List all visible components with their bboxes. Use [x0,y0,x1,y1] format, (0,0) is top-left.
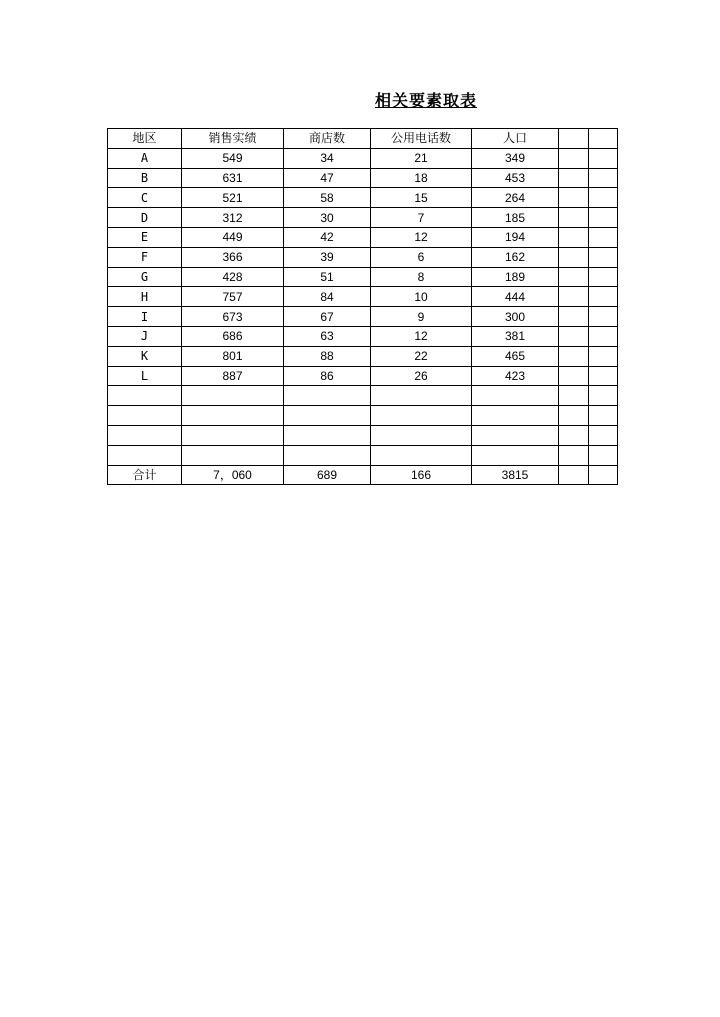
table-row-cell [284,386,371,406]
table-row-cell: 423 [472,366,559,386]
table-row-cell: 312 [182,208,284,228]
table-row-cell: 264 [472,188,559,208]
table-row-cell: 185 [472,208,559,228]
table-row-cell: 67 [284,307,371,327]
table-row [108,267,618,287]
table-row [108,425,618,445]
document-title: 相关要素取表 [374,91,477,110]
table-row-cell: 18 [371,168,472,188]
empty-cell [589,188,618,208]
empty-cell [559,267,589,287]
empty-cell [559,287,589,307]
table-header-row-cell: 销售实绩 [182,129,284,149]
table-total-row-cell: 689 [284,465,371,485]
empty-cell [589,267,618,287]
table-row-cell: 21 [371,148,472,168]
table-row-cell: 428 [182,267,284,287]
empty-cell [559,168,589,188]
table-header-row-cell: 地区 [108,129,182,149]
table-row [108,445,618,465]
table-row-cell [182,425,284,445]
table-total-row-cell: 166 [371,465,472,485]
table-row-cell: 887 [182,366,284,386]
table-row-cell: 349 [472,148,559,168]
table-row-cell [472,406,559,426]
empty-cell [589,247,618,267]
table-row-cell: K [108,346,182,366]
table-header-row-cell: 公用电话数 [371,129,472,149]
table-row-cell: 42 [284,227,371,247]
table-row-cell [182,445,284,465]
table-row-cell: I [108,307,182,327]
empty-cell [559,406,589,426]
empty-cell [559,425,589,445]
table-row-cell: 22 [371,346,472,366]
table-row-cell: 300 [472,307,559,327]
empty-cell [559,148,589,168]
table-row-cell: 63 [284,326,371,346]
table-row-cell [182,406,284,426]
table-row-cell: 88 [284,346,371,366]
table-row-cell: 465 [472,346,559,366]
table-row-cell: 453 [472,168,559,188]
empty-cell [589,227,618,247]
table-row [108,148,618,168]
empty-cell [589,465,618,485]
empty-cell [589,346,618,366]
table-row-cell: J [108,326,182,346]
table-row-cell: 801 [182,346,284,366]
table-row-cell: 8 [371,267,472,287]
table-row-cell: 757 [182,287,284,307]
table-row [108,208,618,228]
table-row-cell: 189 [472,267,559,287]
empty-cell [559,227,589,247]
table-row-cell: G [108,267,182,287]
table-row [108,406,618,426]
table-row-cell [472,445,559,465]
table-row-cell [108,445,182,465]
table-row-cell: 686 [182,326,284,346]
empty-cell [559,465,589,485]
empty-cell [589,208,618,228]
table-header-row-cell: 商店数 [284,129,371,149]
empty-cell [559,188,589,208]
empty-cell [589,307,618,327]
table-total-row-cell: 7，060 [182,465,284,485]
table-row-cell: 51 [284,267,371,287]
table-row-cell: 58 [284,188,371,208]
table-row [108,346,618,366]
empty-cell [589,366,618,386]
table-row-cell: 7 [371,208,472,228]
table-header-row-cell [589,129,618,149]
table-row-cell: 194 [472,227,559,247]
empty-cell [559,307,589,327]
empty-cell [589,148,618,168]
table-row-cell: 26 [371,366,472,386]
table-row-cell: 86 [284,366,371,386]
table-row-cell: 162 [472,247,559,267]
table-row [108,227,618,247]
table-row-cell: 12 [371,326,472,346]
table-row-cell [284,445,371,465]
table-row [108,188,618,208]
table-row-cell [182,386,284,406]
table-row-cell: B [108,168,182,188]
empty-cell [559,208,589,228]
table-row-cell: L [108,366,182,386]
table-row-cell: F [108,247,182,267]
table-row-cell: 366 [182,247,284,267]
table-total-row [108,465,618,485]
table-row-cell: 631 [182,168,284,188]
table-row-cell [371,445,472,465]
table-total-row-cell: 3815 [472,465,559,485]
table-header-row-cell: 人口 [472,129,559,149]
table-row-cell [472,386,559,406]
table-row-cell: 12 [371,227,472,247]
data-table [107,128,618,485]
table-total-row-cell: 合计 [108,465,182,485]
table-row-cell [284,406,371,426]
empty-cell [559,386,589,406]
table-row-cell: 10 [371,287,472,307]
table-row-cell: D [108,208,182,228]
table-header-row [108,129,618,149]
table-row-cell: 30 [284,208,371,228]
table-row [108,247,618,267]
table-row-cell: 521 [182,188,284,208]
table-row-cell: 84 [284,287,371,307]
table-row-cell [108,425,182,445]
table-row-cell: H [108,287,182,307]
empty-cell [559,247,589,267]
table-row [108,168,618,188]
table-row-cell [472,425,559,445]
empty-cell [559,346,589,366]
table-row-cell: 47 [284,168,371,188]
table-row-cell [371,425,472,445]
empty-cell [559,445,589,465]
table-row-cell [108,386,182,406]
table-row [108,326,618,346]
empty-cell [559,366,589,386]
table-row-cell: 549 [182,148,284,168]
table-row-cell: 444 [472,287,559,307]
table-header-row-cell [559,129,589,149]
empty-cell [589,445,618,465]
table-row-cell: 15 [371,188,472,208]
table-row-cell: 381 [472,326,559,346]
table-row-cell: C [108,188,182,208]
table-row [108,366,618,386]
empty-cell [589,287,618,307]
table-row-cell: 34 [284,148,371,168]
empty-cell [589,326,618,346]
table-row-cell [284,425,371,445]
empty-cell [589,168,618,188]
table-row-cell [371,406,472,426]
table-row-cell [108,406,182,426]
table-row-cell: 673 [182,307,284,327]
table-row-cell: 6 [371,247,472,267]
empty-cell [589,386,618,406]
table-row-cell: 449 [182,227,284,247]
table-row-cell: E [108,227,182,247]
table-row-cell: 9 [371,307,472,327]
table-row [108,307,618,327]
empty-cell [559,326,589,346]
table-row-cell [371,386,472,406]
table-row [108,287,618,307]
empty-cell [589,425,618,445]
table-row-cell: A [108,148,182,168]
empty-cell [589,406,618,426]
table-row [108,386,618,406]
table-row-cell: 39 [284,247,371,267]
